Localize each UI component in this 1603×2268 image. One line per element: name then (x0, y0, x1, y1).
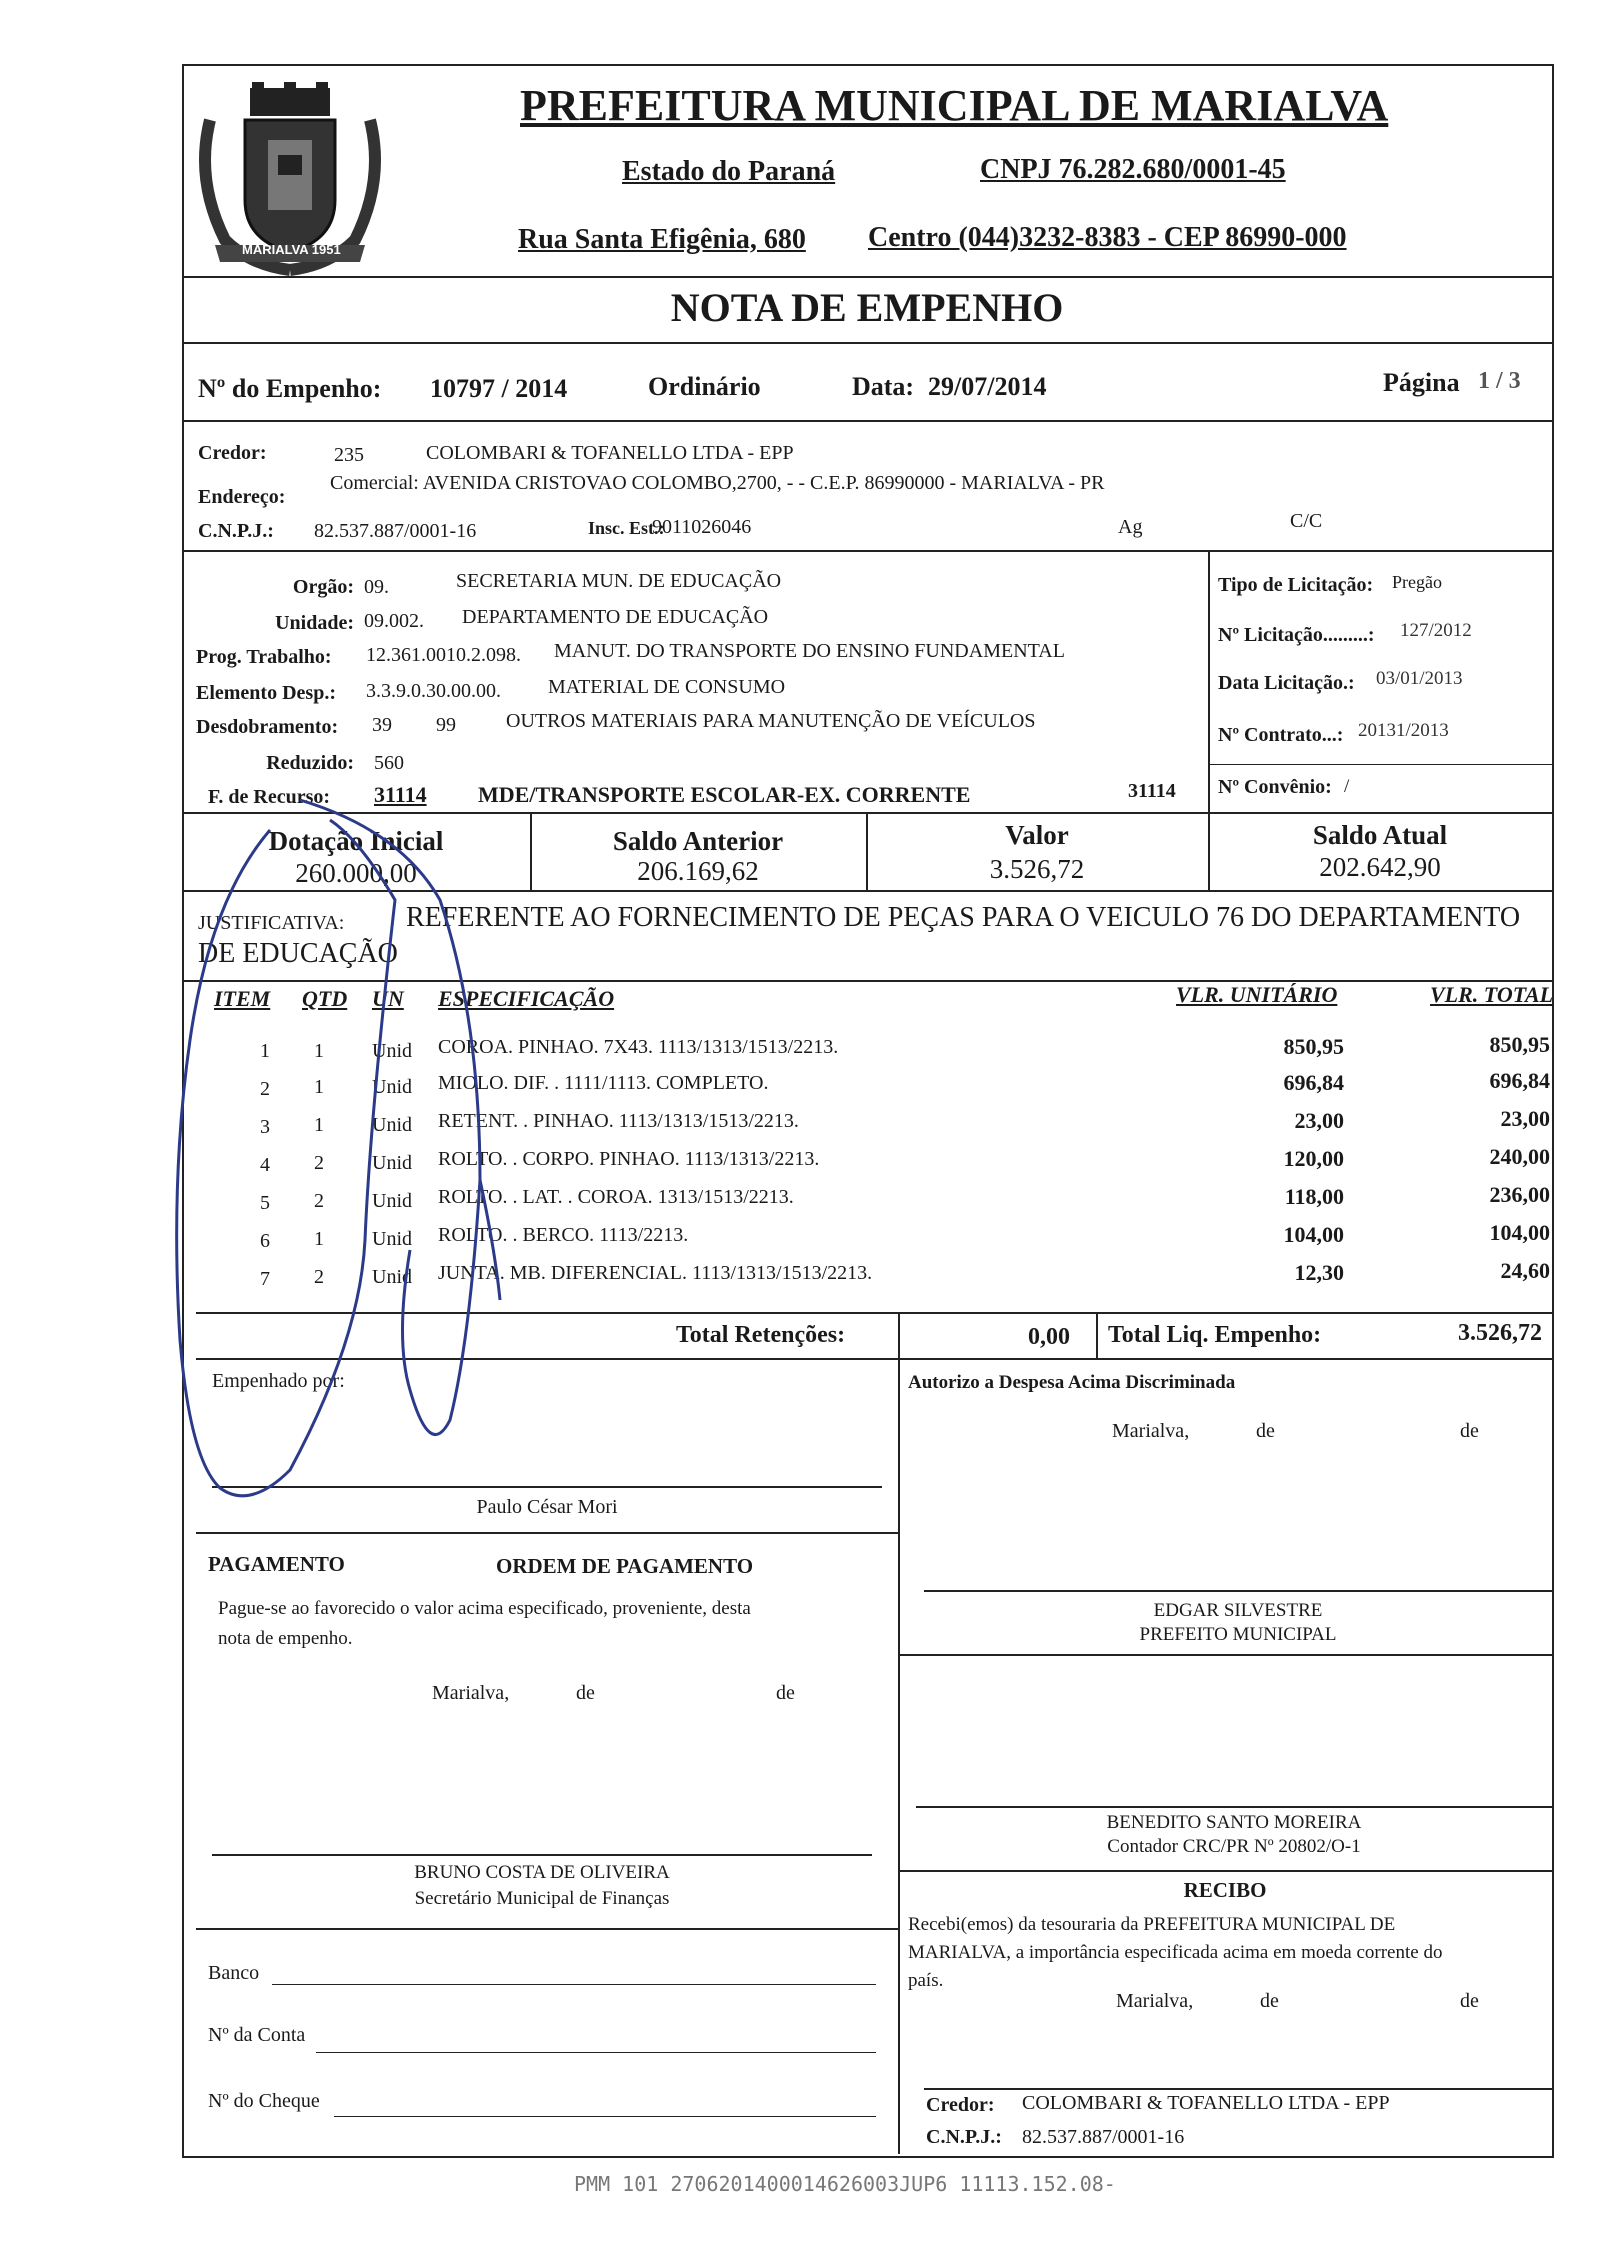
cheque-label: Nº do Cheque (208, 2090, 320, 2112)
col-header-spec: ESPECIFICAÇÃO (438, 986, 615, 1011)
item-unit-value: 104,00 (1283, 1222, 1344, 1247)
reduzido-value: 560 (374, 752, 404, 774)
item-spec: ROLTO. . CORPO. PINHAO. 1113/1313/2213. (438, 1148, 820, 1170)
empenhado-por-name: Paulo César Mori (476, 1496, 618, 1518)
recibo-credor-label: Credor: (926, 2094, 995, 2116)
desdobramento-code-2: 99 (436, 714, 456, 736)
item-qty: 1 (314, 1040, 324, 1062)
item-number: 1 (260, 1040, 270, 1062)
tipo-licitacao: Pregão (1392, 572, 1442, 592)
prefeito-name: EDGAR SILVESTRE (1153, 1600, 1323, 1621)
desdobramento-label: Desdobramento: (196, 716, 339, 738)
pagamento-de-2: de (776, 1682, 795, 1704)
item-unit: Unid (372, 1228, 412, 1250)
divider (898, 1654, 1552, 1656)
data-licitacao: 03/01/2013 (1376, 668, 1463, 689)
valor-label: Valor (1005, 820, 1069, 850)
pagamento-text-line-2: nota de empenho. (218, 1628, 353, 1649)
pagamento-label: PAGAMENTO (208, 1552, 345, 1576)
dotacao-inicial-value: 260.000,00 (295, 858, 417, 888)
crest-ribbon-text: MARIALVA 1951 (242, 242, 341, 257)
item-number: 6 (260, 1230, 270, 1252)
divider (1096, 1312, 1098, 1358)
recibo-text-line-3: país. (908, 1970, 944, 1991)
col-header-qtd: QTD (302, 986, 348, 1011)
justificativa-text-line-1: REFERENTE AO FORNECIMENTO DE PEÇAS PARA O VEICULO 76 DO DEPARTAMENTO (406, 902, 1521, 933)
item-number: 5 (260, 1192, 270, 1214)
saldo-atual-label: Saldo Atual (1312, 820, 1448, 850)
item-unit-value: 120,00 (1283, 1146, 1344, 1171)
insc-label: Insc. Est.: (588, 518, 665, 538)
state-name: Estado do Paraná (622, 156, 836, 187)
cnpj-label: C.N.P.J.: (198, 520, 274, 542)
divider (924, 2088, 1552, 2090)
convenio-label: Nº Convênio: (1218, 776, 1332, 798)
item-unit-value: 23,00 (1294, 1108, 1344, 1133)
recibo-cnpj: 82.537.887/0001-16 (1022, 2126, 1185, 2148)
credor-code: 235 (334, 444, 364, 466)
contador-name: BENEDITO SANTO MOREIRA (1106, 1812, 1362, 1833)
recibo-text-line-1: Recebi(emos) da tesouraria da PREFEITURA MUNICIPAL DE (908, 1914, 1396, 1935)
page-title: PREFEITURA MUNICIPAL DE MARIALVA (520, 81, 1389, 130)
elemento-code: 3.3.9.0.30.00.00. (366, 680, 501, 702)
item-unit: Unid (372, 1076, 412, 1098)
item-unit-value: 118,00 (1284, 1184, 1344, 1209)
banco-field-line[interactable] (272, 1984, 876, 1985)
saldo-anterior-value: 206.169,62 (637, 856, 759, 886)
divider (182, 342, 1552, 344)
item-number: 2 (260, 1078, 270, 1100)
elemento-desc: MATERIAL DE CONSUMO (548, 676, 786, 698)
header-address: Rua Santa Efigênia, 680 (518, 224, 806, 255)
item-unit-value: 850,95 (1283, 1034, 1344, 1059)
credor-address: Comercial: AVENIDA CRISTOVAO COLOMBO,2700, - - C.E.P. 86990000 - MARIALVA - PR (330, 472, 1105, 494)
conta-field-line[interactable] (316, 2052, 876, 2053)
pagamento-text-line-1: Pague-se ao favorecido o valor acima especificado, proveniente, desta (218, 1598, 751, 1619)
address-label: Endereço: (198, 486, 286, 508)
num-licitacao: 127/2012 (1400, 620, 1472, 641)
col-header-unit-value: VLR. UNITÁRIO (1176, 982, 1338, 1007)
item-total-value: 236,00 (1489, 1182, 1550, 1207)
fonte-desc: MDE/TRANSPORTE ESCOLAR-EX. CORRENTE (478, 782, 971, 807)
prog-label: Prog. Trabalho: (196, 646, 332, 668)
item-qty: 1 (314, 1228, 324, 1250)
item-spec: ROLTO. . BERCO. 1113/2213. (438, 1224, 689, 1246)
fonte-code: 31114 (374, 782, 427, 807)
conta-label: Nº da Conta (208, 2024, 306, 2046)
signature-line (924, 1590, 1552, 1592)
autorizo-label: Autorizo a Despesa Acima Discriminada (908, 1372, 1236, 1393)
item-number: 4 (260, 1154, 270, 1176)
reduzido-label: Reduzido: (266, 752, 354, 774)
orgao-code: 09. (364, 576, 389, 598)
saldo-anterior-label: Saldo Anterior (612, 826, 784, 856)
col-header-item: ITEM (214, 986, 271, 1011)
item-qty: 2 (314, 1190, 324, 1212)
empenhado-por-label: Empenhado por: (212, 1370, 345, 1392)
num-licitacao-label: Nº Licitação.........: (1218, 624, 1375, 646)
item-qty: 1 (314, 1076, 324, 1098)
ordem-pagamento-label: ORDEM DE PAGAMENTO (496, 1554, 754, 1578)
date-value: 29/07/2014 (928, 372, 1047, 401)
signature-line (916, 1806, 1552, 1808)
municipal-crest-icon (190, 80, 390, 285)
unidade-label: Unidade: (275, 612, 354, 634)
divider (182, 420, 1552, 422)
unidade-desc: DEPARTAMENTO DE EDUCAÇÃO (462, 606, 769, 628)
item-spec: JUNTA. MB. DIFERENCIAL. 1113/1313/1513/2213. (438, 1262, 873, 1284)
divider (898, 1358, 900, 2154)
divider (182, 276, 1552, 278)
recibo-title: RECIBO (1183, 1878, 1267, 1902)
divider (898, 1870, 1552, 1872)
recibo-city: Marialva, (1116, 1990, 1194, 2012)
credor-name: COLOMBARI & TOFANELLO LTDA - EPP (426, 442, 794, 464)
handwritten-signature (150, 780, 650, 1520)
secretario-name: BRUNO COSTA DE OLIVEIRA (414, 1862, 670, 1883)
item-total-value: 23,00 (1500, 1106, 1550, 1131)
divider (182, 550, 1552, 552)
pagamento-de-1: de (576, 1682, 595, 1704)
divider (1208, 764, 1552, 765)
col-header-un: UN (372, 986, 404, 1011)
prefeito-title: PREFEITO MUNICIPAL (1139, 1624, 1337, 1645)
unidade-code: 09.002. (364, 610, 424, 632)
autorizo-city: Marialva, (1112, 1420, 1190, 1442)
ag-label: Ag (1118, 516, 1143, 538)
liq-empenho-value: 3.526,72 (1458, 1320, 1542, 1346)
item-unit: Unid (372, 1040, 412, 1062)
recibo-credor: COLOMBARI & TOFANELLO LTDA - EPP (1022, 2092, 1390, 2114)
cc-label: C/C (1290, 510, 1323, 532)
prog-code: 12.361.0010.2.098. (366, 644, 521, 666)
recibo-de-1: de (1260, 1990, 1279, 2012)
item-total-value: 240,00 (1489, 1144, 1550, 1169)
fonte-code-2: 31114 (1128, 780, 1176, 802)
recibo-text-line-2: MARIALVA, a importância especificada acima em moeda corrente do (908, 1942, 1443, 1963)
item-unit: Unid (372, 1152, 412, 1174)
liq-empenho-label: Total Liq. Empenho: (1108, 1322, 1322, 1348)
convenio: / (1344, 776, 1350, 797)
contador-title: Contador CRC/PR Nº 20802/O-1 (1107, 1836, 1361, 1857)
valor-value: 3.526,72 (989, 854, 1085, 884)
banco-label: Banco (208, 1962, 260, 1984)
col-header-total-value: VLR. TOTAL (1430, 982, 1554, 1007)
page-label: Página (1383, 368, 1460, 397)
saldo-atual-value: 202.642,90 (1319, 852, 1441, 882)
item-qty: 2 (314, 1152, 324, 1174)
divider (196, 1532, 898, 1534)
cheque-field-line[interactable] (334, 2116, 876, 2117)
item-unit: Unid (372, 1190, 412, 1212)
elemento-label: Elemento Desp.: (196, 682, 336, 704)
retencoes-label: Total Retenções: (676, 1322, 846, 1348)
item-total-value: 696,84 (1489, 1068, 1550, 1093)
item-number: 7 (260, 1268, 270, 1290)
autorizo-de-1: de (1256, 1420, 1275, 1442)
item-qty: 1 (314, 1114, 324, 1136)
dotacao-inicial-label: Dotação Inicial (268, 826, 444, 856)
date-label: Data: (852, 372, 915, 401)
header-district-phone: Centro (044)3232-8383 - CEP 86990-000 (868, 222, 1347, 253)
item-total-value: 24,60 (1500, 1258, 1550, 1283)
contrato: 20131/2013 (1358, 720, 1449, 741)
item-spec: MIOLO. DIF. . 1111/1113. COMPLETO. (438, 1072, 769, 1094)
justificativa-text-line-2: DE EDUCAÇÃO (198, 938, 398, 969)
credor-label: Credor: (198, 442, 267, 464)
data-licitacao-label: Data Licitação.: (1218, 672, 1355, 694)
page-number: 1 / 3 (1478, 368, 1521, 394)
divider (196, 1928, 898, 1930)
item-spec: ROLTO. . LAT. . COROA. 1313/1513/2213. (438, 1186, 794, 1208)
retencoes-value: 0,00 (1028, 1324, 1070, 1350)
item-unit: Unid (372, 1266, 412, 1288)
orgao-desc: SECRETARIA MUN. DE EDUCAÇÃO (456, 570, 782, 592)
document-title: NOTA DE EMPENHO (670, 285, 1064, 330)
item-unit-value: 12,30 (1294, 1260, 1344, 1285)
justificativa-label: JUSTIFICATIVA: (198, 912, 345, 934)
tipo-licitacao-label: Tipo de Licitação: (1218, 574, 1374, 596)
signature-line (212, 1854, 872, 1856)
empenho-number-label: Nº do Empenho: (198, 374, 382, 403)
credor-cnpj: 82.537.887/0001-16 (314, 520, 477, 542)
pagamento-city: Marialva, (432, 1682, 510, 1704)
item-total-value: 850,95 (1489, 1032, 1550, 1057)
item-number: 3 (260, 1116, 270, 1138)
desdobramento-code-1: 39 (372, 714, 392, 736)
fonte-label: F. de Recurso: (208, 786, 331, 808)
empenho-number: 10797 / 2014 (430, 374, 568, 403)
autorizo-de-2: de (1460, 1420, 1479, 1442)
item-unit-value: 696,84 (1283, 1070, 1344, 1095)
item-unit: Unid (372, 1114, 412, 1136)
recibo-de-2: de (1460, 1990, 1479, 2012)
secretario-title: Secretário Municipal de Finanças (414, 1888, 670, 1909)
contrato-label: Nº Contrato...: (1218, 724, 1344, 746)
item-spec: COROA. PINHAO. 7X43. 1113/1313/1513/2213. (438, 1036, 839, 1058)
header-cnpj: CNPJ 76.282.680/0001-45 (980, 154, 1286, 185)
footer-stamp: PMM 101 2706201400014626003JUP6 11113.152.08- (574, 2172, 1116, 2196)
recibo-cnpj-label: C.N.P.J.: (926, 2126, 1002, 2148)
item-spec: RETENT. . PINHAO. 1113/1313/1513/2213. (438, 1110, 799, 1132)
divider (1208, 550, 1210, 812)
item-qty: 2 (314, 1266, 324, 1288)
desdobramento-desc: OUTROS MATERIAIS PARA MANUTENÇÃO DE VEÍCULOS (506, 710, 1036, 732)
orgao-label: Orgão: (292, 576, 354, 598)
insc-value: 9011026046 (652, 516, 752, 538)
prog-desc: MANUT. DO TRANSPORTE DO ENSINO FUNDAMENTAL (554, 640, 1065, 662)
item-total-value: 104,00 (1489, 1220, 1550, 1245)
empenho-type: Ordinário (648, 372, 761, 401)
